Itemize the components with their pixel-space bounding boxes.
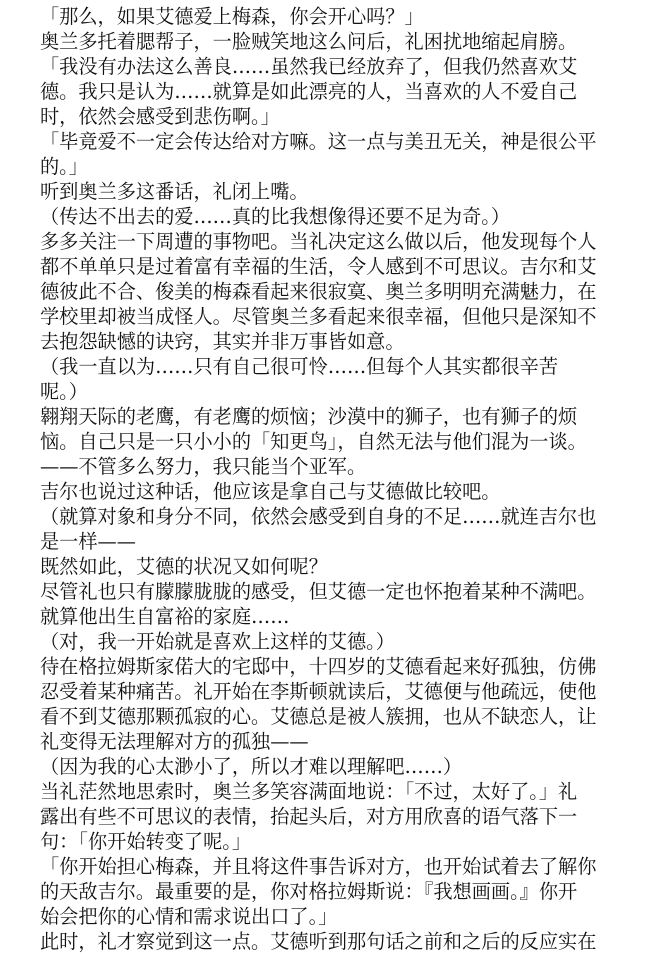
text-line: 奥兰多托着腮帮子，一脸贼笑地这么问后，礼困扰地缩起肩膀。 — [40, 30, 578, 53]
text-line: 看不到艾德那颗孤寂的心。艾德总是被人簇拥，也从不缺恋人，让 — [40, 705, 597, 728]
text-line: 既然如此，艾德的状况又如何呢？ — [40, 555, 328, 578]
text-line: （传达不出去的爱……真的比我想像得还要不足为奇。） — [40, 205, 511, 228]
text-line: 呢。） — [40, 380, 88, 403]
text-line: 多多关注一下周遭的事物吧。当礼决定这么做以后，他发现每个人 — [40, 230, 597, 253]
text-line: 恼。自己只是一只小小的「知更鸟」，自然无法与他们混为一谈。 — [40, 430, 587, 453]
text-line: 都不单单只是过着富有幸福的生活，令人感到不可思议。吉尔和艾 — [40, 255, 597, 278]
text-line: 礼变得无法理解对方的孤独—— — [40, 730, 309, 753]
text-line: 当礼茫然地思索时，奥兰多笑容满面地说：「不过，太好了。」礼 — [40, 780, 578, 803]
text-line: 「我没有办法这么善良……虽然我已经放弃了，但我仍然喜欢艾 — [40, 55, 578, 78]
text-line: 尽管礼也只有朦朦胧胧的感受，但艾德一定也怀抱着某种不满吧。 — [40, 580, 597, 603]
text-line: 「你开始担心梅森，并且将这件事告诉对方，也开始试着去了解你 — [40, 855, 597, 878]
text-line: （我一直以为……只有自己很可怜……但每个人其实都很辛苦 — [40, 355, 559, 378]
text-line: 去抱怨缺憾的诀窍，其实并非万事皆如意。 — [40, 330, 405, 353]
text-line: （就算对象和身分不同，依然会感受到自身的不足……就连吉尔也 — [40, 505, 597, 528]
text-line: 待在格拉姆斯家偌大的宅邸中，十四岁的艾德看起来好孤独，仿佛 — [40, 655, 597, 678]
text-line: 忍受着某种痛苦。礼开始在李斯顿就读后，艾德便与他疏远，使他 — [40, 680, 597, 703]
text-line: 的天敌吉尔。最重要的是，你对格拉姆斯说：『我想画画。』你开 — [40, 880, 578, 903]
text-line: 德。我只是认为……就算是如此漂亮的人，当喜欢的人不爱自己 — [40, 80, 578, 103]
text-line: 的。」 — [40, 155, 88, 178]
text-line: （因为我的心太渺小了，所以才难以理解吧……） — [40, 755, 463, 778]
text-line: 吉尔也说过这种话，他应该是拿自己与艾德做比较吧。 — [40, 480, 501, 503]
text-line: 翱翔天际的老鹰，有老鹰的烦恼；沙漠中的狮子，也有狮子的烦 — [40, 405, 578, 428]
text-line: 德彼此不合、俊美的梅森看起来很寂寞、奥兰多明明充满魅力，在 — [40, 280, 597, 303]
text-line: 时，依然会感受到悲伤啊。」 — [40, 105, 280, 128]
text-line: 学校里却被当成怪人。尽管奥兰多看起来很幸福，但他只是深知不 — [40, 305, 597, 328]
text-line: 「那么，如果艾德爱上梅森，你会开心吗？」 — [40, 5, 424, 28]
text-line: 句：「你开始转变了呢。」 — [40, 830, 252, 853]
text-line: 露出有些不可思议的表情，抬起头后，对方用欣喜的语气落下一 — [40, 805, 578, 828]
text-line: 「毕竟爱不一定会传达给对方嘛。这一点与美丑无关，神是很公平 — [40, 130, 597, 153]
text-line: 听到奥兰多这番话，礼闭上嘴。 — [40, 180, 309, 203]
body-text — [40, 4, 626, 954]
text-line: 就算他出生自富裕的家庭…… — [40, 605, 290, 628]
text-line: （对，我一开始就是喜欢上这样的艾德。） — [40, 630, 395, 653]
text-line: ——不管多么努力，我只能当个亚军。 — [40, 455, 367, 478]
text-line: 始会把你的心情和需求说出口了。」 — [40, 905, 338, 928]
text-line: 此时，礼才察觉到这一点。艾德听到那句话之前和之后的反应实在 — [40, 930, 597, 953]
text-line: 是一样—— — [40, 530, 136, 553]
